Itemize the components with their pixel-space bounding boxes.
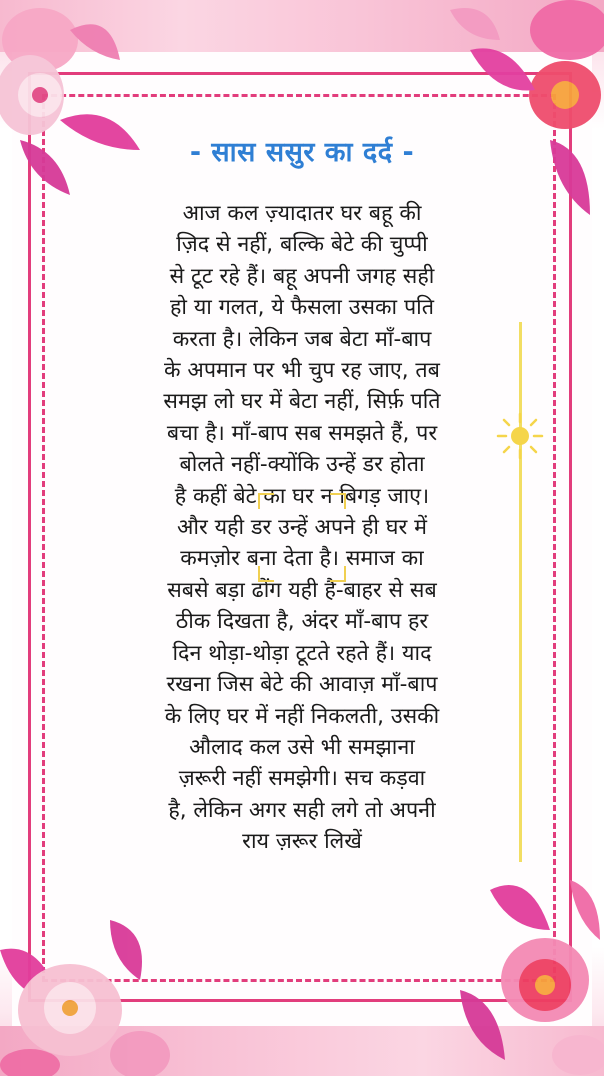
- body-line: औलाद कल उसे भी समझाना: [189, 734, 415, 760]
- body-line: से टूट रहे हैं। बहू अपनी जगह सही: [169, 263, 435, 289]
- body-line: ज़रूरी नहीं समझेगी। सच कड़वा: [178, 766, 426, 792]
- body-line: है, लेकिन अगर सही लगे तो अपनी: [168, 797, 436, 823]
- body-line: कमज़ोर बना देता है। समाज का: [180, 546, 424, 572]
- body-line: के लिए घर में नहीं निकलती, उसकी: [164, 703, 440, 729]
- body-line: आज कल ज़्यादातर घर बहू की: [182, 201, 422, 226]
- sun-icon: [496, 412, 544, 460]
- article-body: [118, 198, 486, 858]
- body-line: ज़िद से नहीं, बल्कि बेटे की चुप्पी: [176, 232, 428, 258]
- flower-cluster-top-left-icon: [0, 0, 150, 200]
- body-line: सबसे बड़ा ढोंग यही है-बाहर से सब: [167, 577, 437, 603]
- body-line: समझ लो घर में बेटा नहीं, सिर्फ़ पति: [163, 389, 441, 415]
- body-line: बचा है। माँ-बाप सब समझते हैं, पर: [166, 420, 438, 446]
- flower-cluster-bottom-left-icon: [0, 880, 170, 1076]
- corner-bracket: [330, 493, 346, 509]
- body-line: रखना जिस बेटे की आवाज़ माँ-बाप: [166, 672, 438, 698]
- corner-bracket: [258, 566, 274, 582]
- body-line: हो या गलत, ये फैसला उसका पति: [170, 295, 434, 321]
- body-line: राय ज़रूर लिखें: [242, 829, 362, 855]
- corner-bracket: [330, 566, 346, 582]
- accent-vertical-line: [519, 322, 522, 862]
- body-line: दिन थोड़ा-थोड़ा टूटते रहते हैं। याद: [172, 640, 432, 666]
- body-line: के अपमान पर भी चुप रह जाए, तब: [164, 358, 440, 384]
- corner-bracket: [258, 493, 274, 509]
- body-line: है कहीं बेटे का घर न बिगड़ जाए।: [174, 483, 430, 509]
- body-line: करता है। लेकिन जब बेटा माँ-बाप: [172, 326, 432, 352]
- body-line: और यही डर उन्हें अपने ही घर में: [177, 515, 427, 541]
- body-line: ठीक दिखता है, अंदर माँ-बाप हर: [175, 609, 429, 635]
- page-title: - सास ससुर का दर्द -: [189, 137, 415, 168]
- flower-cluster-bottom-right-icon: [450, 860, 604, 1076]
- body-line: बोलते नहीं-क्योंकि उन्हें डर होता: [179, 452, 425, 478]
- flower-cluster-top-right-icon: [440, 0, 604, 220]
